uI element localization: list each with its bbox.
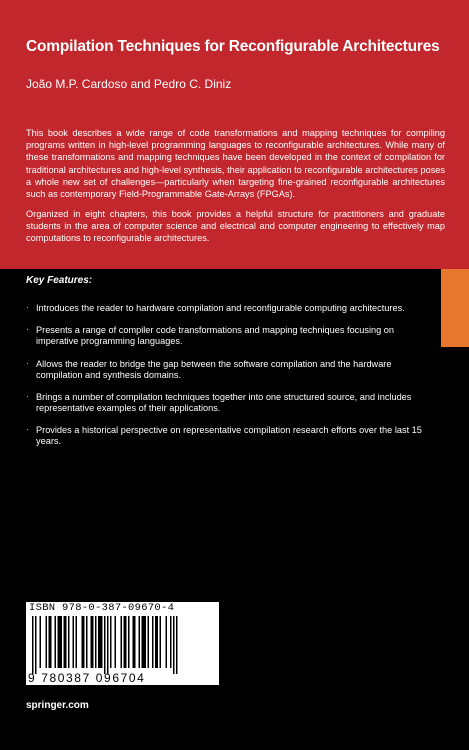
barcode-bar — [86, 616, 88, 668]
feature-text: Presents a range of compiler code transformations and mapping techniques focusing on imperative programming languages. — [36, 324, 395, 346]
barcode-bar — [170, 616, 172, 668]
bullet-icon: · — [26, 391, 29, 401]
book-authors: João M.P. Cardoso and Pedro C. Diniz — [26, 77, 232, 91]
barcode-bar — [64, 616, 67, 668]
barcode-bar — [49, 616, 52, 668]
barcode-bar — [176, 616, 178, 674]
barcode-bar — [152, 616, 154, 668]
feature-text: Brings a number of compilation techniques together into one structured source, and includes representative examples of their applications. — [36, 391, 412, 413]
barcode-bar — [115, 616, 117, 668]
barcode-bar — [124, 616, 127, 668]
barcode-bar — [35, 616, 37, 674]
feature-text: Provides a historical perspective on representative compilation research efforts over the last 15 years. — [36, 424, 422, 446]
barcode-bar — [91, 616, 94, 668]
description-paragraph-1: This book describes a wide range of code transformations and mapping techniques for compiling programs written in high-level programming languages to reconfigurable architectures. While many of these transformations and mapping techniques have been developed in the context of compilation for traditional architectures and high-level synthesis, their application to reconfigurable architectures poses a whole new set of challenges—particularly when targeting fine-grained reconfigurable architectures such as contemporary Field-Programmable Gate-Arrays (FPGAs). — [26, 128, 445, 200]
barcode-bar — [40, 616, 42, 668]
barcode-bar — [142, 616, 147, 668]
isbn-number: ISBN 978-0-387-09670-4 — [29, 602, 175, 614]
barcode-bar — [98, 616, 103, 668]
barcode-bar — [173, 616, 175, 674]
barcode-bar — [76, 616, 78, 668]
accent-color-tab — [441, 269, 469, 347]
isbn-barcode — [26, 602, 219, 685]
barcode-bar — [128, 616, 130, 668]
barcode-bar — [155, 616, 158, 668]
barcode-bar — [139, 616, 141, 668]
barcode-bar — [133, 616, 136, 668]
key-features-list — [26, 303, 424, 458]
barcode-bar — [104, 616, 106, 674]
feature-item — [26, 425, 424, 448]
feature-item — [26, 392, 424, 415]
barcode-bar — [73, 616, 75, 668]
ean-digits: 9 780387 096704 — [28, 671, 146, 685]
barcode-bar — [55, 616, 57, 668]
barcode-bar — [46, 616, 48, 668]
barcode-bar — [166, 616, 168, 668]
barcode-bar — [110, 616, 112, 668]
barcode-bar — [148, 616, 150, 668]
bullet-icon: · — [26, 424, 29, 434]
feature-item — [26, 303, 424, 315]
barcode-bar — [58, 616, 63, 668]
description-paragraph-2: Organized in eight chapters, this book provides a helpful structure for practitioners and graduate students in the area of computer science and electrical and computer engineering to effectively map computations to reconfigurable architectures. — [26, 209, 445, 244]
feature-text: Introduces the reader to hardware compilation and reconfigurable computing architectures. — [36, 303, 405, 313]
barcode-bars — [32, 616, 214, 674]
barcode-bar — [107, 616, 109, 674]
barcode-bar — [95, 616, 97, 668]
barcode-bar — [68, 616, 70, 668]
book-title: Compilation Techniques for Reconfigurable Architectures — [26, 38, 440, 55]
bullet-icon: · — [26, 324, 29, 334]
top-red-panel — [0, 0, 469, 269]
barcode-bar — [82, 616, 85, 668]
feature-item — [26, 325, 424, 348]
bullet-icon: · — [26, 303, 29, 312]
feature-item — [26, 359, 424, 382]
feature-text: Allows the reader to bridge the gap between the software compilation and the hardware compilation and synthesis domains. — [36, 358, 392, 380]
barcode-bar — [121, 616, 123, 668]
key-features-heading: Key Features: — [26, 275, 93, 286]
barcode-bar — [160, 616, 162, 668]
publisher-url: springer.com — [26, 700, 89, 711]
barcode-bar — [32, 616, 34, 674]
bullet-icon: · — [26, 358, 29, 368]
